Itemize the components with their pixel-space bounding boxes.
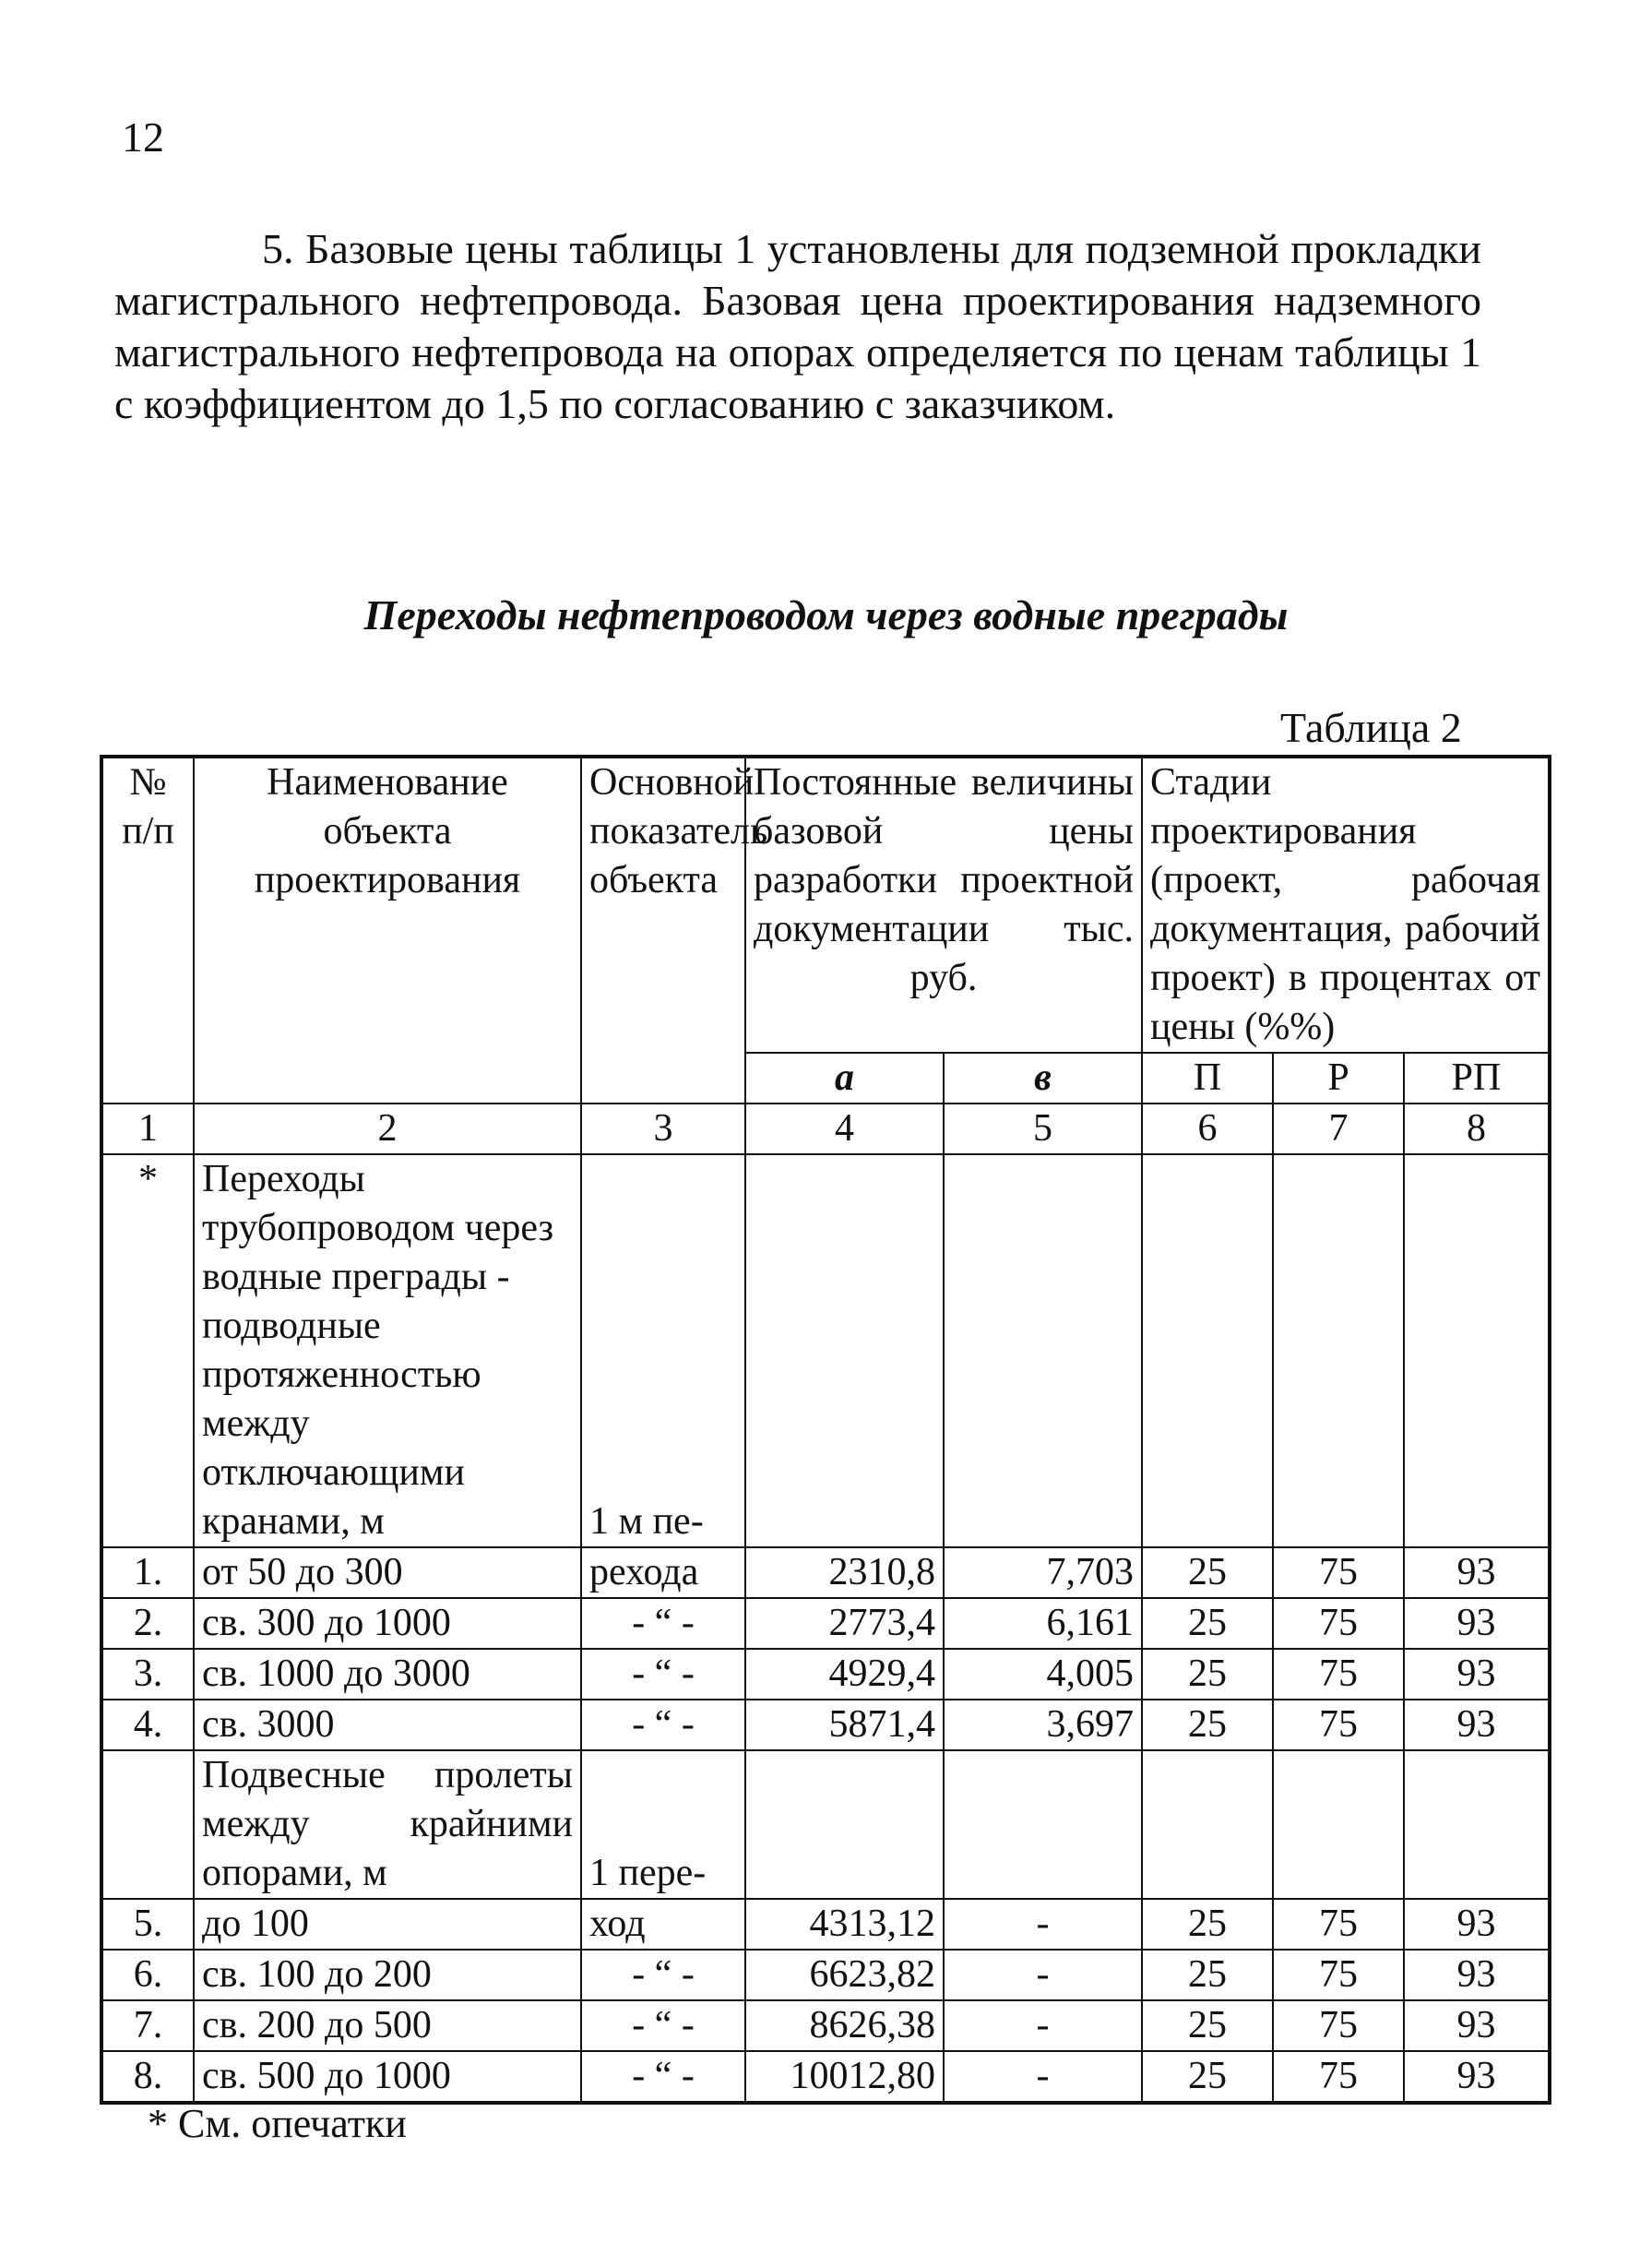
row-rp: 93 <box>1404 1598 1550 1649</box>
table-row <box>101 1700 1550 1750</box>
row-indicator: - “ - <box>581 2051 745 2103</box>
row-num: 6. <box>101 1950 194 2000</box>
row-rp: 93 <box>1404 1547 1550 1598</box>
row-num: 2. <box>101 1598 194 1649</box>
intro-text: 5. Базовые цены таблицы 1 установлены для подземной прокладки магистрального нефтепровода. Базовая цена проектирования надземного магистрального нефтепровода на опорах определяется по ценам таблицы 1 с коэффициентом до 1,5 по согласованию с заказчиком. <box>114 225 1481 427</box>
row-r: 75 <box>1273 1547 1404 1598</box>
column-number: 4 <box>745 1104 944 1154</box>
row-rp: 93 <box>1404 1700 1550 1750</box>
row-r: 75 <box>1273 1598 1404 1649</box>
header-num: № п/п <box>101 757 194 1104</box>
row-name: св. 300 до 1000 <box>194 1598 581 1649</box>
row-a: 5871,4 <box>745 1700 944 1750</box>
row-b: 6,161 <box>944 1598 1142 1649</box>
row-a: 4313,12 <box>745 1899 944 1950</box>
row-r: 75 <box>1273 1700 1404 1750</box>
row-indicator: - “ - <box>581 1598 745 1649</box>
row-indicator: - “ - <box>581 1649 745 1700</box>
row-r: 75 <box>1273 1899 1404 1950</box>
footnote: * См. опечатки <box>148 2101 407 2146</box>
table-row <box>101 2000 1550 2051</box>
table-row <box>101 1547 1550 1598</box>
row-a: 4929,4 <box>745 1649 944 1700</box>
row-b: 7,703 <box>944 1547 1142 1598</box>
row-b: - <box>944 2000 1142 2051</box>
row-name: св. 3000 <box>194 1700 581 1750</box>
table-row <box>101 1899 1550 1950</box>
row-r: 75 <box>1273 2051 1404 2103</box>
row-b: 3,697 <box>944 1700 1142 1750</box>
row-indicator: - “ - <box>581 2000 745 2051</box>
table-row <box>101 1649 1550 1700</box>
subheader-p: П <box>1142 1053 1273 1104</box>
column-number: 8 <box>1404 1104 1550 1154</box>
table-row <box>101 2051 1550 2103</box>
row-indicator: ход <box>581 1899 745 1950</box>
row-name: св. 100 до 200 <box>194 1950 581 2000</box>
header-stages: Стадии проектирования (проект, рабочая документация, рабочий проект) в процентах от цены (%%) <box>1142 757 1550 1053</box>
row-b: - <box>944 2051 1142 2103</box>
table-row <box>101 1950 1550 2000</box>
group-heading-row <box>101 1750 1550 1899</box>
subheader-a: а <box>745 1053 944 1104</box>
column-number-row <box>101 1104 1550 1154</box>
row-num: 8. <box>101 2051 194 2103</box>
column-number: 1 <box>101 1104 194 1154</box>
row-p: 25 <box>1142 2051 1273 2103</box>
row-name: от 50 до 300 <box>194 1547 581 1598</box>
row-indicator: - “ - <box>581 1950 745 2000</box>
row-r: 75 <box>1273 2000 1404 2051</box>
intro-paragraph <box>114 223 1481 430</box>
row-b: 4,005 <box>944 1649 1142 1700</box>
group-marker: * <box>101 1154 194 1547</box>
row-p: 25 <box>1142 1899 1273 1950</box>
column-number: 3 <box>581 1104 745 1154</box>
group-indicator: 1 пере- <box>581 1750 745 1899</box>
row-p: 25 <box>1142 1649 1273 1700</box>
header-indicator: Основной показатель объекта <box>581 757 745 1104</box>
column-number: 7 <box>1273 1104 1404 1154</box>
row-indicator: рехода <box>581 1547 745 1598</box>
header-name: Наименование объекта проектирования <box>194 757 581 1104</box>
row-rp: 93 <box>1404 1950 1550 2000</box>
subheader-b: в <box>944 1053 1142 1104</box>
row-name: до 100 <box>194 1899 581 1950</box>
section-title: Переходы нефтепроводом через водные преграды <box>363 591 1289 638</box>
row-r: 75 <box>1273 1950 1404 2000</box>
row-p: 25 <box>1142 1598 1273 1649</box>
column-number: 6 <box>1142 1104 1273 1154</box>
row-num: 5. <box>101 1899 194 1950</box>
subheader-rp: РП <box>1404 1053 1550 1104</box>
group-title: Подвесные пролеты между крайними опорами, м <box>194 1750 581 1899</box>
group-heading-row <box>101 1154 1550 1547</box>
row-p: 25 <box>1142 1700 1273 1750</box>
page-number: 12 <box>122 113 164 161</box>
header-constants: Постоянные величины базовой цены разработки проектной документации тыс. руб. <box>745 757 1142 1053</box>
row-a: 10012,80 <box>745 2051 944 2103</box>
price-table <box>100 755 1551 2105</box>
group-title: Переходы трубопроводом через водные преграды - подводные протяженностью между отключающими кранами, м <box>194 1154 581 1547</box>
row-num: 7. <box>101 2000 194 2051</box>
row-r: 75 <box>1273 1649 1404 1700</box>
row-num: 4. <box>101 1700 194 1750</box>
table-row <box>101 1598 1550 1649</box>
row-p: 25 <box>1142 2000 1273 2051</box>
column-number: 2 <box>194 1104 581 1154</box>
row-a: 6623,82 <box>745 1950 944 2000</box>
row-name: св. 1000 до 3000 <box>194 1649 581 1700</box>
row-rp: 93 <box>1404 2051 1550 2103</box>
row-num: 3. <box>101 1649 194 1700</box>
subheader-r: Р <box>1273 1053 1404 1104</box>
row-num: 1. <box>101 1547 194 1598</box>
row-name: св. 500 до 1000 <box>194 2051 581 2103</box>
row-p: 25 <box>1142 1547 1273 1598</box>
row-rp: 93 <box>1404 1899 1550 1950</box>
row-rp: 93 <box>1404 1649 1550 1700</box>
row-a: 2310,8 <box>745 1547 944 1598</box>
group-indicator: 1 м пе- <box>581 1154 745 1547</box>
header-row <box>101 757 1550 1053</box>
row-p: 25 <box>1142 1950 1273 2000</box>
row-rp: 93 <box>1404 2000 1550 2051</box>
table-label: Таблица 2 <box>1280 704 1462 751</box>
row-a: 2773,4 <box>745 1598 944 1649</box>
row-b: - <box>944 1950 1142 2000</box>
row-name: св. 200 до 500 <box>194 2000 581 2051</box>
row-b: - <box>944 1899 1142 1950</box>
column-number: 5 <box>944 1104 1142 1154</box>
row-indicator: - “ - <box>581 1700 745 1750</box>
row-a: 8626,38 <box>745 2000 944 2051</box>
